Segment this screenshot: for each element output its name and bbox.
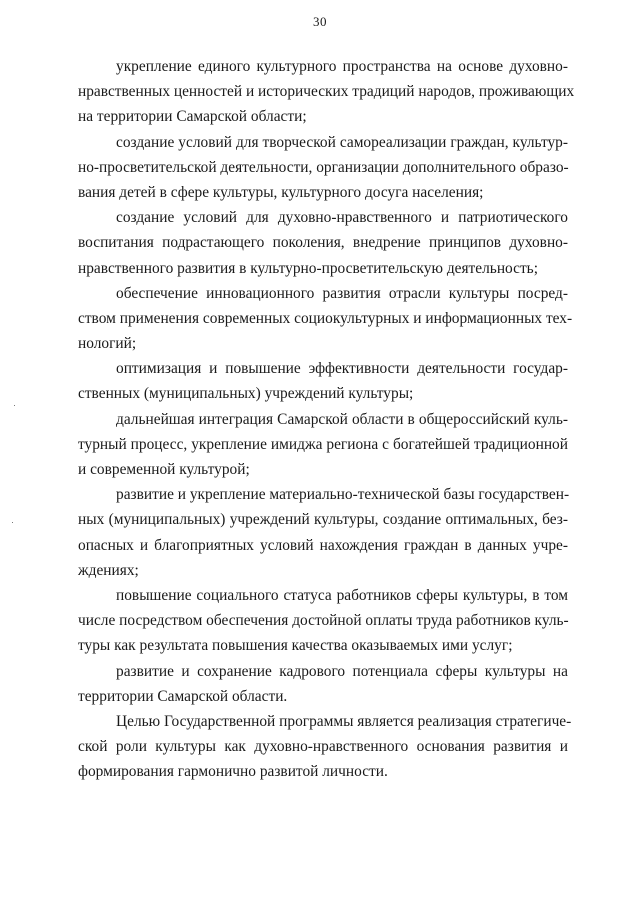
text-line: нравственных ценностей и исторических традиций народов, проживающих [78,83,575,101]
text-line: создание условий для духовно-нравственного и патриотического [116,209,568,227]
text-line: на территории Самарской области; [78,108,307,126]
text-line: развитие и укрепление материально-технической базы государствен- [116,486,570,504]
text-line: Целью Государственной программы является реализация стратегиче- [116,712,572,730]
text-line: обеспечение инновационного развития отрасли культуры посред- [116,284,568,302]
paragraph-10 [78,709,572,785]
text-line: и современной культурой; [78,461,250,478]
paragraph-8 [78,583,568,659]
text-line: воспитания подрастающего поколения, внедрение принципов духовно- [78,234,568,252]
document-body [78,54,575,784]
paragraph-9 [78,659,568,709]
text-line: ской роли культуры как духовно-нравственного основания развития и [78,738,568,756]
paragraph-2 [78,130,568,206]
text-line: дальнейшая интеграция Самарской области в общероссийский куль- [116,410,568,428]
text-line: ждениях; [78,561,139,579]
paragraph-4 [78,281,573,357]
text-line: опасных и благоприятных условий нахождения граждан в данных учре- [78,536,568,554]
scan-speck [12,522,13,523]
text-line: ных (муниципальных) учреждений культуры, создание оптимальных, без- [78,511,568,529]
text-line: повышение социального статуса работников сферы культуры, в том [116,586,568,604]
text-line: нологий; [78,335,137,353]
text-line: ственных (муниципальных) учреждений культуры; [78,385,414,403]
scan-speck [14,405,15,406]
text-line: числе посредством обеспечения достойной оплаты труда работников куль- [78,612,569,630]
paragraph-6 [78,407,568,483]
text-line: нравственного развития в культурно-просветительскую деятельность; [78,259,538,277]
paragraph-7 [78,482,568,583]
text-line: вания детей в сфере культуры, культурного досуга населения; [78,183,484,201]
page-number: 30 [313,14,327,29]
text-line: туры как результата повышения качества оказываемых ими услуг; [78,637,513,655]
text-line: создание условий для творческой самореализации граждан, культур- [116,133,568,151]
text-line: но-просветительской деятельности, организации дополнительного образо- [78,158,569,176]
text-line: развитие и сохранение кадрового потенциала сферы культуры на [116,662,568,680]
text-line: ством применения современных социокультурных и информационных тех- [78,309,573,327]
paragraph-3 [78,205,568,281]
text-line: оптимизация и повышение эффективности деятельности государ- [116,360,568,378]
text-line: территории Самарской области. [78,687,288,705]
paragraph-5 [78,356,568,406]
text-line: турный процесс, укрепление имиджа региона с богатейшей традиционной [78,435,568,453]
paragraph-1 [78,54,575,130]
text-line: формирования гармонично развитой личности. [78,763,388,781]
text-line: укрепление единого культурного пространства на основе духовно- [116,58,568,75]
